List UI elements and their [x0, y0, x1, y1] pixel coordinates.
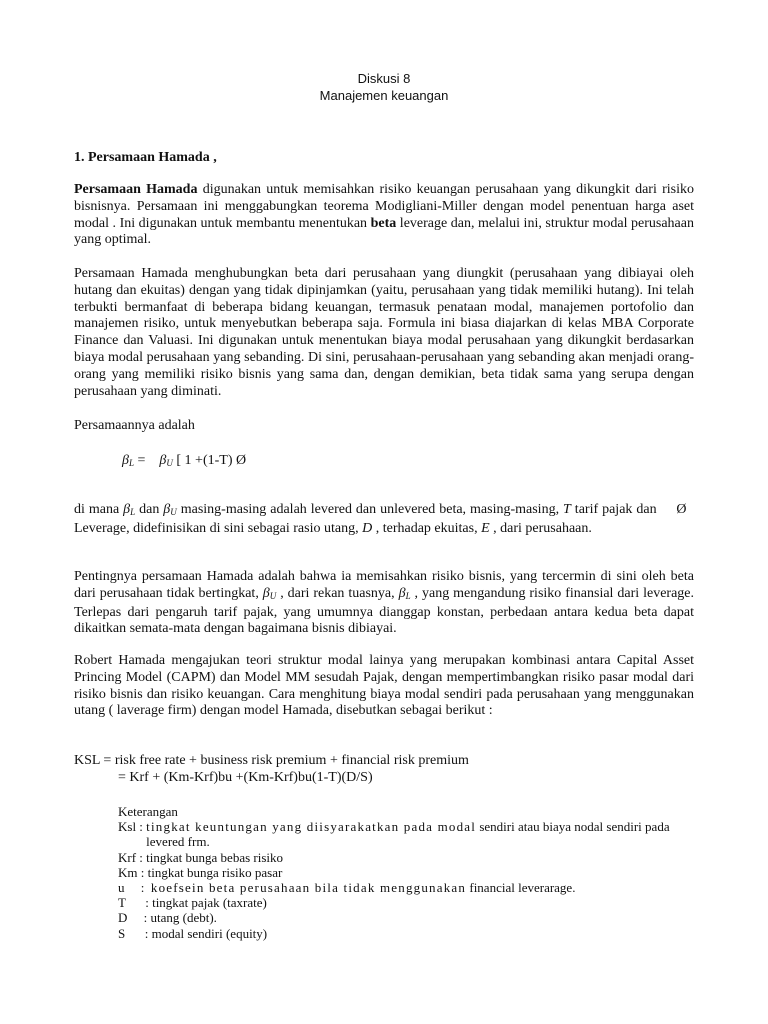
equals-sign: =	[137, 453, 146, 468]
keterangan-desc	[146, 819, 694, 849]
header-title: Diskusi 8	[357, 71, 411, 86]
keterangan-desc-spaced: tingkat keuntungan yang diisyarakatkan pada modal	[146, 819, 477, 835]
keterangan-term: Km :	[118, 864, 148, 880]
p4-text-d: tarif pajak dan	[570, 502, 661, 517]
paragraph-2: Persamaan Hamada menghubungkan beta dari perusahaan yang diungkit (perusahaan yang dibiayai oleh hutang dan ekuitas) dengan yang tidak dipinjamkan (yaitu, perusahaan yang tidak memiliki hutang). Ini telah terbukti bermanfaat di beberapa bidang keuangan, termasuk penataan modal, manajemen portofolio dan manajemen risiko, untuk menyebutkan beberapa saja. Formula ini biasa diajarkan di kelas MBA Corporate Finance dan Valuasi. Ini digunakan untuk menentukan biaya modal perusahaan yang dikungkit berdasarkan biaya modal perusahaan yang sebanding. Di sini, perusahaan-perusahaan yang sebanding akan menjadi orang-orang yang memiliki risiko bisnis yang sama dan, dengan demikian, beta tidak sama yang serupa dengan perusahaan yang diminati.	[74, 266, 694, 399]
subscript-u: U	[166, 458, 173, 468]
beta-symbol: β	[159, 453, 167, 468]
keterangan-desc	[152, 895, 694, 910]
paragraph-1-text-a: digunakan untuk memisahkan risiko keuangan perusahaan yang dikungkit dari risiko bisnisnya. Persamaan ini menggabungkan teorema Modigliani-Miller dengan model penentuan harga aset modal . Ini digunakan untuk membantu menentukan	[74, 182, 694, 231]
keterangan-item	[118, 819, 694, 849]
subscript-l: L	[405, 590, 411, 601]
subscript-u: U	[269, 590, 277, 601]
p4-text-f: , terhadap ekuitas,	[372, 520, 482, 536]
var-e: E	[481, 520, 490, 536]
keterangan-desc-rest: sendiri atau biaya nodal sendiri pada levered frm.	[146, 819, 670, 850]
keterangan-term: S :	[118, 925, 152, 941]
p5-text-a: Pentingnya persamaan Hamada adalah bahwa ia memisahkan risiko bisnis, yang tercermin di sini oleh beta dari perusahaan tidak bertingkat,	[74, 569, 694, 601]
p5-text-c: , yang mengandung risiko finansial dari leverage. Terlepas dari pengaruh tarif pajak, yang umumnya dianggap konstan, perbedaan antara kedua beta dapat dikaitkan semata-mata dengan bagaimana bisnis dibiayai.	[74, 585, 694, 637]
keterangan-title: Keterangan	[118, 804, 178, 819]
beta-symbol: β	[398, 585, 406, 601]
var-d: D	[362, 520, 373, 536]
keterangan-item	[118, 926, 694, 941]
hamada-formula	[122, 452, 246, 472]
keterangan-item	[118, 865, 694, 880]
keterangan-term: u :	[118, 880, 151, 896]
keterangan-desc-rest: utang (debt).	[150, 910, 217, 926]
keterangan-desc-rest: tingkat bunga risiko pasar	[147, 864, 283, 880]
beta-symbol: β	[163, 502, 171, 517]
beta-symbol: β	[262, 585, 270, 601]
p4-text-e: Leverage, didefinisikan di sini sebagai rasio utang,	[74, 520, 363, 536]
doc-header	[0, 70, 768, 104]
term-beta: beta	[370, 215, 397, 231]
paragraph-3: Persamaannya adalah	[74, 418, 195, 433]
subscript-l: L	[128, 458, 134, 468]
phi-symbol: Ø	[676, 502, 687, 517]
term-persamaan-hamada: Persamaan Hamada	[74, 182, 198, 197]
paragraph-4	[74, 502, 694, 538]
keterangan-term: Ksl :	[118, 819, 147, 835]
p4-text-g: , dari perusahaan.	[489, 520, 592, 536]
keterangan-term: D :	[118, 910, 151, 926]
keterangan-item	[118, 880, 694, 895]
p4-text-c: masing-masing adalah levered dan unlevered beta, masing-masing,	[176, 502, 564, 517]
keterangan-item	[118, 910, 694, 925]
formula-rest: [ 1 +(1-T) Ø	[176, 453, 247, 468]
subscript-l: L	[130, 507, 136, 517]
keterangan-desc	[152, 926, 694, 941]
keterangan-desc-rest: tingkat pajak (taxrate)	[152, 895, 267, 911]
p4-text-b: dan	[135, 502, 164, 517]
var-t: T	[563, 502, 571, 517]
keterangan-desc-rest: financial leverarage.	[466, 880, 576, 896]
section-heading: 1. Persamaan Hamada ,	[74, 150, 217, 165]
ksl-formula-line-2: = Krf + (Km-Krf)bu +(Km-Krf)bu(1-T)(D/S)	[118, 770, 373, 785]
keterangan-desc	[151, 880, 694, 895]
ksl-formula-line-1: KSL = risk free rate + business risk premium + financial risk premium	[74, 753, 469, 768]
keterangan-desc	[146, 850, 694, 865]
p4-text-a: di mana	[74, 502, 124, 517]
keterangan-term: Krf :	[118, 849, 147, 865]
keterangan-block	[118, 804, 694, 941]
keterangan-list	[118, 819, 694, 941]
beta-symbol: β	[123, 502, 131, 517]
paragraph-6: Robert Hamada mengajukan teori struktur modal lainya yang merupakan kombinasi antara Capital Asset Princing Model (CAPM) dan Model MM sesudah Pajak, dengan mempertimbangkan risiko pasar modal dari risiko bisnis dan risiko keuangan. Cara menghitung biaya modal sendiri pada perusahaan yang menggunakan utang ( laverage firm) dengan model Hamada, disebutkan sebagai berikut :	[74, 653, 694, 719]
paragraph-1-text-b: leverage dan, melalui ini, struktur modal perusahaan yang optimal.	[74, 215, 694, 248]
beta-symbol: β	[122, 453, 129, 468]
header-subtitle: Manajemen keuangan	[319, 88, 449, 103]
subscript-u: U	[170, 507, 177, 517]
keterangan-desc-rest: tingkat bunga bebas risiko	[146, 849, 284, 865]
p5-text-b: , dari rekan tuasnya,	[276, 585, 399, 601]
keterangan-desc	[151, 910, 695, 925]
keterangan-term: T :	[118, 895, 153, 911]
keterangan-item	[118, 895, 694, 910]
keterangan-desc-rest: modal sendiri (equity)	[151, 925, 268, 941]
keterangan-item	[118, 850, 694, 865]
keterangan-desc	[148, 865, 694, 880]
keterangan-desc-spaced: koefsein beta perusahaan bila tidak menggunakan	[150, 880, 467, 896]
paragraph-5	[74, 569, 694, 638]
paragraph-1	[74, 182, 694, 249]
